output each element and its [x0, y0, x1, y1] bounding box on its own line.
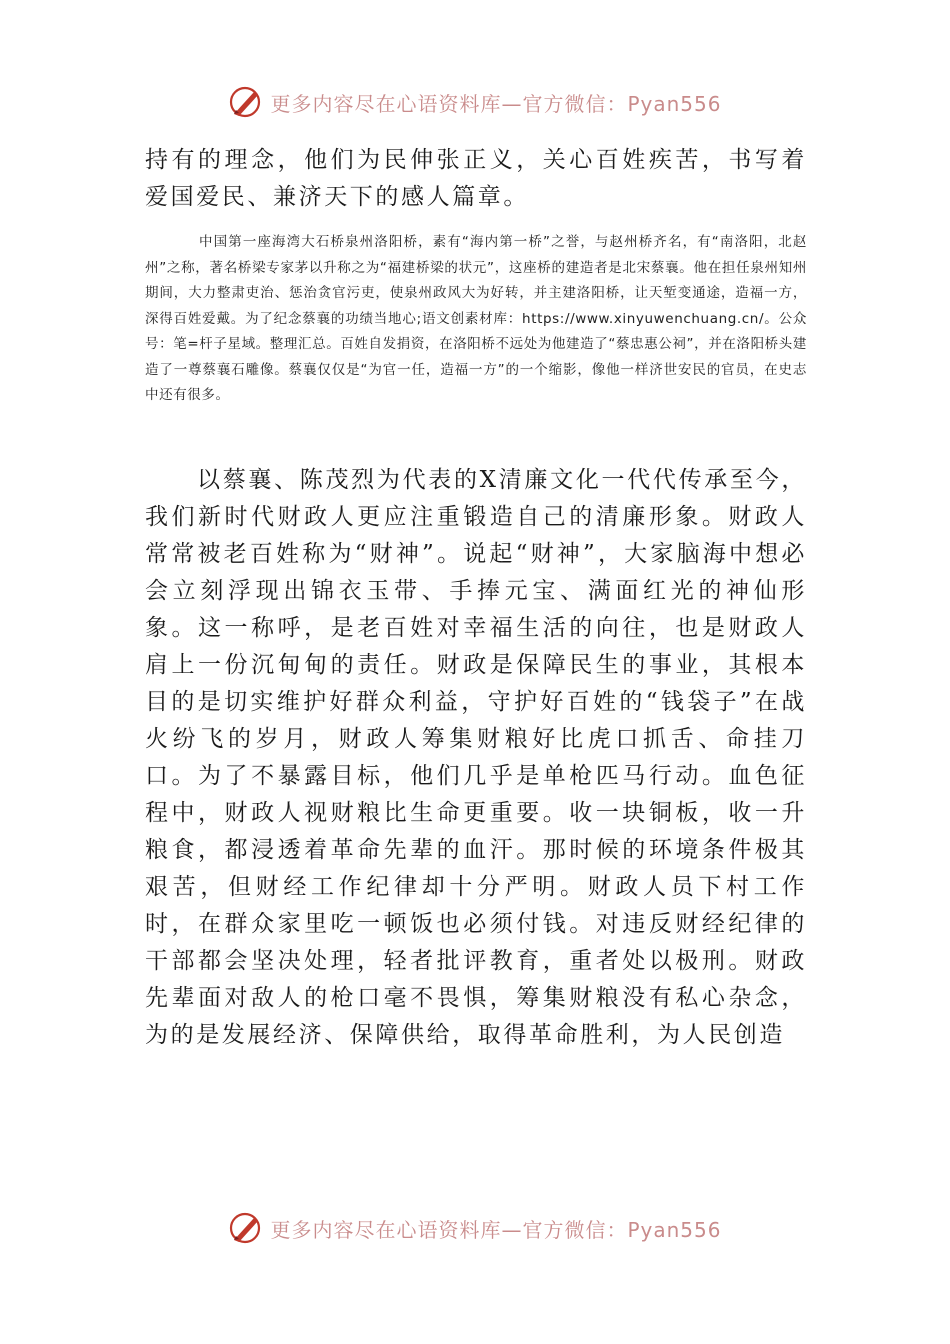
document-body-main — [145, 462, 807, 1054]
paragraph-1: 持有的理念，他们为民伸张正义，关心百姓疾苦，书写着爱国爱民、兼济天下的感人篇章。 — [145, 147, 807, 210]
paragraph-3: 以蔡襄、陈茂烈为代表的X清廉文化一代代传承至今，我们新时代财政人更应注重锻造自己的清廉形象。财政人常常被老百姓称为“财神”。说起“财神”，大家脑海中想必会立刻浮现出锦衣玉带、手捧元宝、满面红光的神仙形象。这一称呼，是老百姓对幸福生活的向往，也是财政人肩上一份沉甸甸的责任。财政是保障民生的事业，其根本目的是切实维护好群众利益，守护好百姓的“钱袋子”在战火纷飞的岁月，财政人筹集财粮好比虎口抓舌、命挂刀口。为了不暴露目标，他们几乎是单枪匹马行动。血色征程中，财政人视财粮比生命更重要。收一块铜板，收一升粮食，都浸透着革命先辈的血汗。那时候的环境条件极其艰苦，但财经工作纪律却十分严明。财政人员下村工作时，在群众家里吃一顿饭也必须付钱。对违反财经纪律的干部都会坚决处理，轻者批评教育，重者处以极刑。财政先辈面对敌人的枪口毫不畏惧，筹集财粮没有私心杂念，为的是发展经济、保障供给，取得革命胜利，为人民创造 — [145, 467, 807, 1048]
header-watermark — [0, 82, 950, 122]
pen-logo-icon — [228, 1210, 264, 1246]
footer-watermark-text: 更多内容尽在心语资料库—官方微信：Pyan556 — [270, 1217, 722, 1242]
paragraph-2-small: 中国第一座海湾大石桥泉州洛阳桥，素有“海内第一桥”之誉，与赵州桥齐名，有“南洛阳，北赵州”之称，著名桥梁专家茅以升称之为“福建桥梁的状元”，这座桥的建造者是北宋蔡襄。他在担任泉州知州期间，大力整肃吏治、惩治贪官污吏，使泉州政风大为好转，并主建洛阳桥，让天堑变通途，造福一方，深得百姓爱戴。为了纪念蔡襄的功绩当地心;语文创素材库：https://www.xinyuwenchuang.cn/。公众号：笔=杆子星域。整理汇总。百姓自发捐资，在洛阳桥不远处为他建造了“蔡忠惠公祠”，并在洛阳桥头建造了一尊蔡襄石雕像。蔡襄仅仅是“为官一任，造福一方”的一个缩影，像他一样济世安民的官员，在史志中还有很多。 — [145, 234, 807, 403]
footer-watermark — [0, 1208, 950, 1248]
document-body-top — [145, 142, 807, 216]
header-watermark-text: 更多内容尽在心语资料库—官方微信：Pyan556 — [270, 91, 722, 116]
pen-logo-icon — [228, 84, 264, 120]
